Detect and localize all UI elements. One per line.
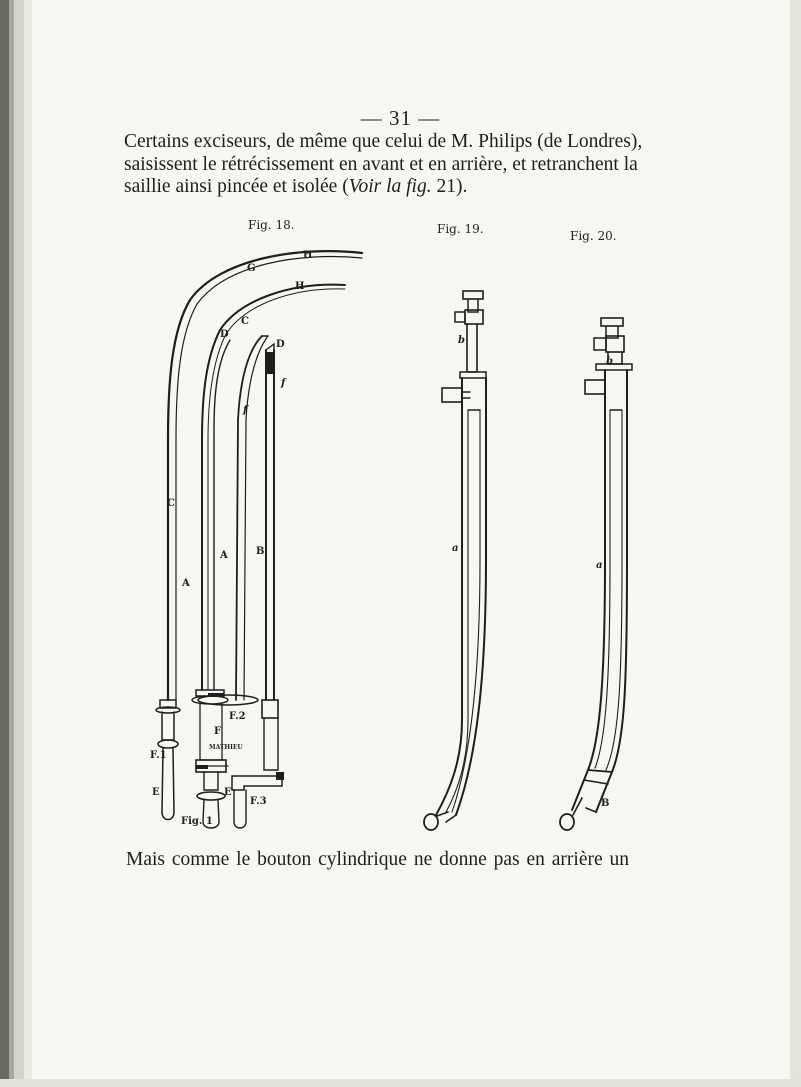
fig-18-label-f1-part: F.1	[150, 750, 167, 761]
bottom-text-line: Mais comme le bouton cylindrique ne donne pas en arrière un	[126, 849, 630, 870]
fig-18-label-d2: D	[276, 339, 285, 350]
fig-18-label-g: G	[247, 263, 256, 274]
fig-18-label-f2-part: F.2	[229, 711, 246, 722]
fig-18-label-maker: MATHIEU	[209, 744, 243, 751]
fig-18-outer-sound	[156, 251, 362, 819]
fig-18-dark-nut	[276, 772, 284, 780]
fig-18-label-fig1: Fig. 1	[181, 816, 213, 827]
fig-18-label-f1: f	[281, 378, 286, 389]
fig-20-label-a: a	[596, 560, 603, 571]
fig-18-dark-collar	[208, 693, 224, 697]
fig-18-label-h1: H	[303, 250, 313, 261]
fig-18-label-a1: A	[220, 550, 228, 561]
fig-18-label-f3-part: F.3	[250, 796, 267, 807]
fig-20-instrument	[560, 318, 632, 830]
fig-18-label-f: F	[214, 726, 222, 737]
fig-18-caption: Fig. 18.	[248, 218, 295, 232]
fig-18-label-d1: D	[220, 329, 229, 340]
fig-18-label-e2: E	[224, 787, 232, 798]
fig-18-label-f2: f	[243, 405, 248, 416]
fig-18-label-h2: H	[295, 281, 305, 292]
paragraph-line-2: saisissent le rétrécissement en avant et en arrière, et retranchent la	[124, 153, 638, 175]
fig-18-label-c2: C	[167, 498, 175, 509]
fig-18-label-b: B	[256, 546, 265, 557]
fig-18-label-e1: E	[152, 787, 160, 798]
fig-19-label-a: a	[452, 543, 459, 554]
fig-19-label-b: b	[458, 335, 465, 346]
fig-19-caption: Fig. 19.	[437, 222, 484, 236]
paragraph-line-3-text: saillie ainsi pincée et isolée (	[124, 176, 349, 197]
fig-18-dark-grip	[196, 765, 208, 769]
paragraph-line-1: Certains exciseurs, de même que celui de M. Philips (de Londres),	[124, 131, 643, 152]
fig-20-label-b: b	[606, 356, 613, 367]
fig-20-label-big-b: B	[601, 798, 610, 809]
fig-18-label-c1: C	[241, 316, 249, 327]
fig-18-label-a2: A	[182, 578, 190, 589]
fig-18-dark-segment	[266, 352, 274, 374]
page-number: — 31 —	[360, 106, 441, 130]
fig-18-sound-b	[198, 336, 282, 828]
paragraph-line-3-end: 21).	[431, 176, 468, 197]
fig-19-instrument	[424, 291, 486, 830]
figure-reference: Voir la fig.	[348, 176, 432, 197]
fig-20-caption: Fig. 20.	[570, 229, 617, 243]
